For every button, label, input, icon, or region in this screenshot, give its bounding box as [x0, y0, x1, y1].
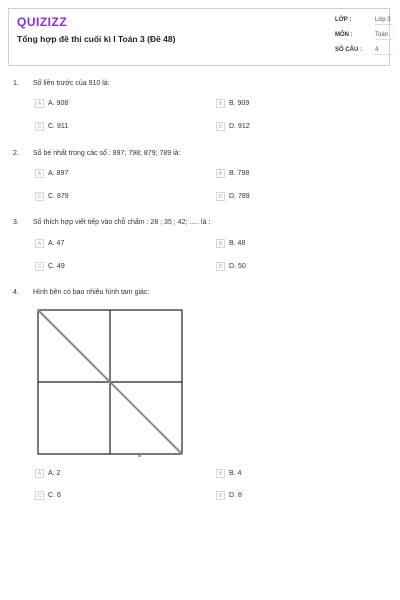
- option-c[interactable]: [35, 122, 68, 131]
- worksheet-title: Tổng hợp đề thi cuối kì I Toán 3 (Đề 48): [17, 34, 176, 44]
- option-letter-box: D: [216, 491, 225, 500]
- option-letter-box: C: [35, 262, 44, 271]
- meta-subject-value: Toán: [375, 32, 393, 40]
- option-text: B. 798: [229, 170, 250, 177]
- option-c[interactable]: [35, 262, 65, 271]
- option-b[interactable]: [216, 99, 249, 108]
- option-b[interactable]: [216, 169, 249, 178]
- option-b[interactable]: [216, 239, 245, 248]
- worksheet-header: [8, 8, 390, 66]
- meta-count-label: SỐ CÂU :: [335, 47, 362, 53]
- option-letter-box: B: [216, 169, 225, 178]
- question-text: Hình bên có bao nhiêu hình tam giác:: [33, 289, 150, 296]
- option-text: D. 789: [229, 193, 250, 200]
- option-text: D. 8: [229, 492, 242, 499]
- question-number: 4.: [13, 289, 19, 296]
- meta-subject-label: MÔN :: [335, 32, 353, 38]
- option-a[interactable]: [35, 469, 60, 478]
- question-text: Số liền trước của 910 là:: [33, 80, 110, 87]
- option-letter-box: D: [216, 122, 225, 131]
- option-letter-box: B: [216, 99, 225, 108]
- option-text: D. 50: [229, 263, 246, 270]
- meta-grade-value: Lớp 3: [375, 17, 393, 25]
- option-text: B. 4: [229, 470, 242, 477]
- option-c[interactable]: [35, 491, 61, 500]
- option-text: D. 912: [229, 123, 250, 130]
- option-text: A. 2: [48, 470, 61, 477]
- option-d[interactable]: [216, 122, 250, 131]
- option-d[interactable]: [216, 262, 246, 271]
- option-text: C. 49: [48, 263, 65, 270]
- option-text: A. 908: [48, 100, 69, 107]
- option-text: B. 909: [229, 100, 250, 107]
- option-letter-box: A: [35, 169, 44, 178]
- option-letter-box: C: [35, 491, 44, 500]
- option-letter-box: C: [35, 122, 44, 131]
- option-letter-box: D: [216, 192, 225, 201]
- option-a[interactable]: [35, 239, 64, 248]
- option-letter-box: A: [35, 469, 44, 478]
- meta-count-value: 4: [375, 47, 393, 55]
- triangle-figure: [37, 309, 183, 457]
- option-a[interactable]: [35, 99, 68, 108]
- option-b[interactable]: [216, 469, 241, 478]
- quizizz-logo: QUIZIZZ: [17, 15, 68, 29]
- option-letter-box: A: [35, 99, 44, 108]
- option-letter-box: A: [35, 239, 44, 248]
- option-text: A. 47: [48, 240, 65, 247]
- question-number: 3.: [13, 219, 19, 226]
- option-letter-box: B: [216, 239, 225, 248]
- option-d[interactable]: [216, 192, 250, 201]
- option-text: B. 48: [229, 240, 246, 247]
- option-d[interactable]: [216, 491, 242, 500]
- option-c[interactable]: [35, 192, 69, 201]
- question-number: 1.: [13, 80, 19, 87]
- option-text: C. 911: [48, 123, 69, 130]
- option-letter-box: D: [216, 262, 225, 271]
- question-text: Số bé nhất trong các số : 897; 798; 879; 789 là:: [33, 150, 181, 157]
- meta-grade-label: LỚP :: [335, 17, 352, 23]
- option-text: C. 879: [48, 193, 69, 200]
- question-number: 2.: [13, 150, 19, 157]
- option-text: C. 6: [48, 492, 61, 499]
- option-text: A. 897: [48, 170, 69, 177]
- option-letter-box: C: [35, 192, 44, 201]
- option-a[interactable]: [35, 169, 68, 178]
- option-letter-box: B: [216, 469, 225, 478]
- question-text: Số thích hợp viết tiếp vào chỗ chấm : 28 ; 35 ; 42; ..... là :: [33, 219, 211, 226]
